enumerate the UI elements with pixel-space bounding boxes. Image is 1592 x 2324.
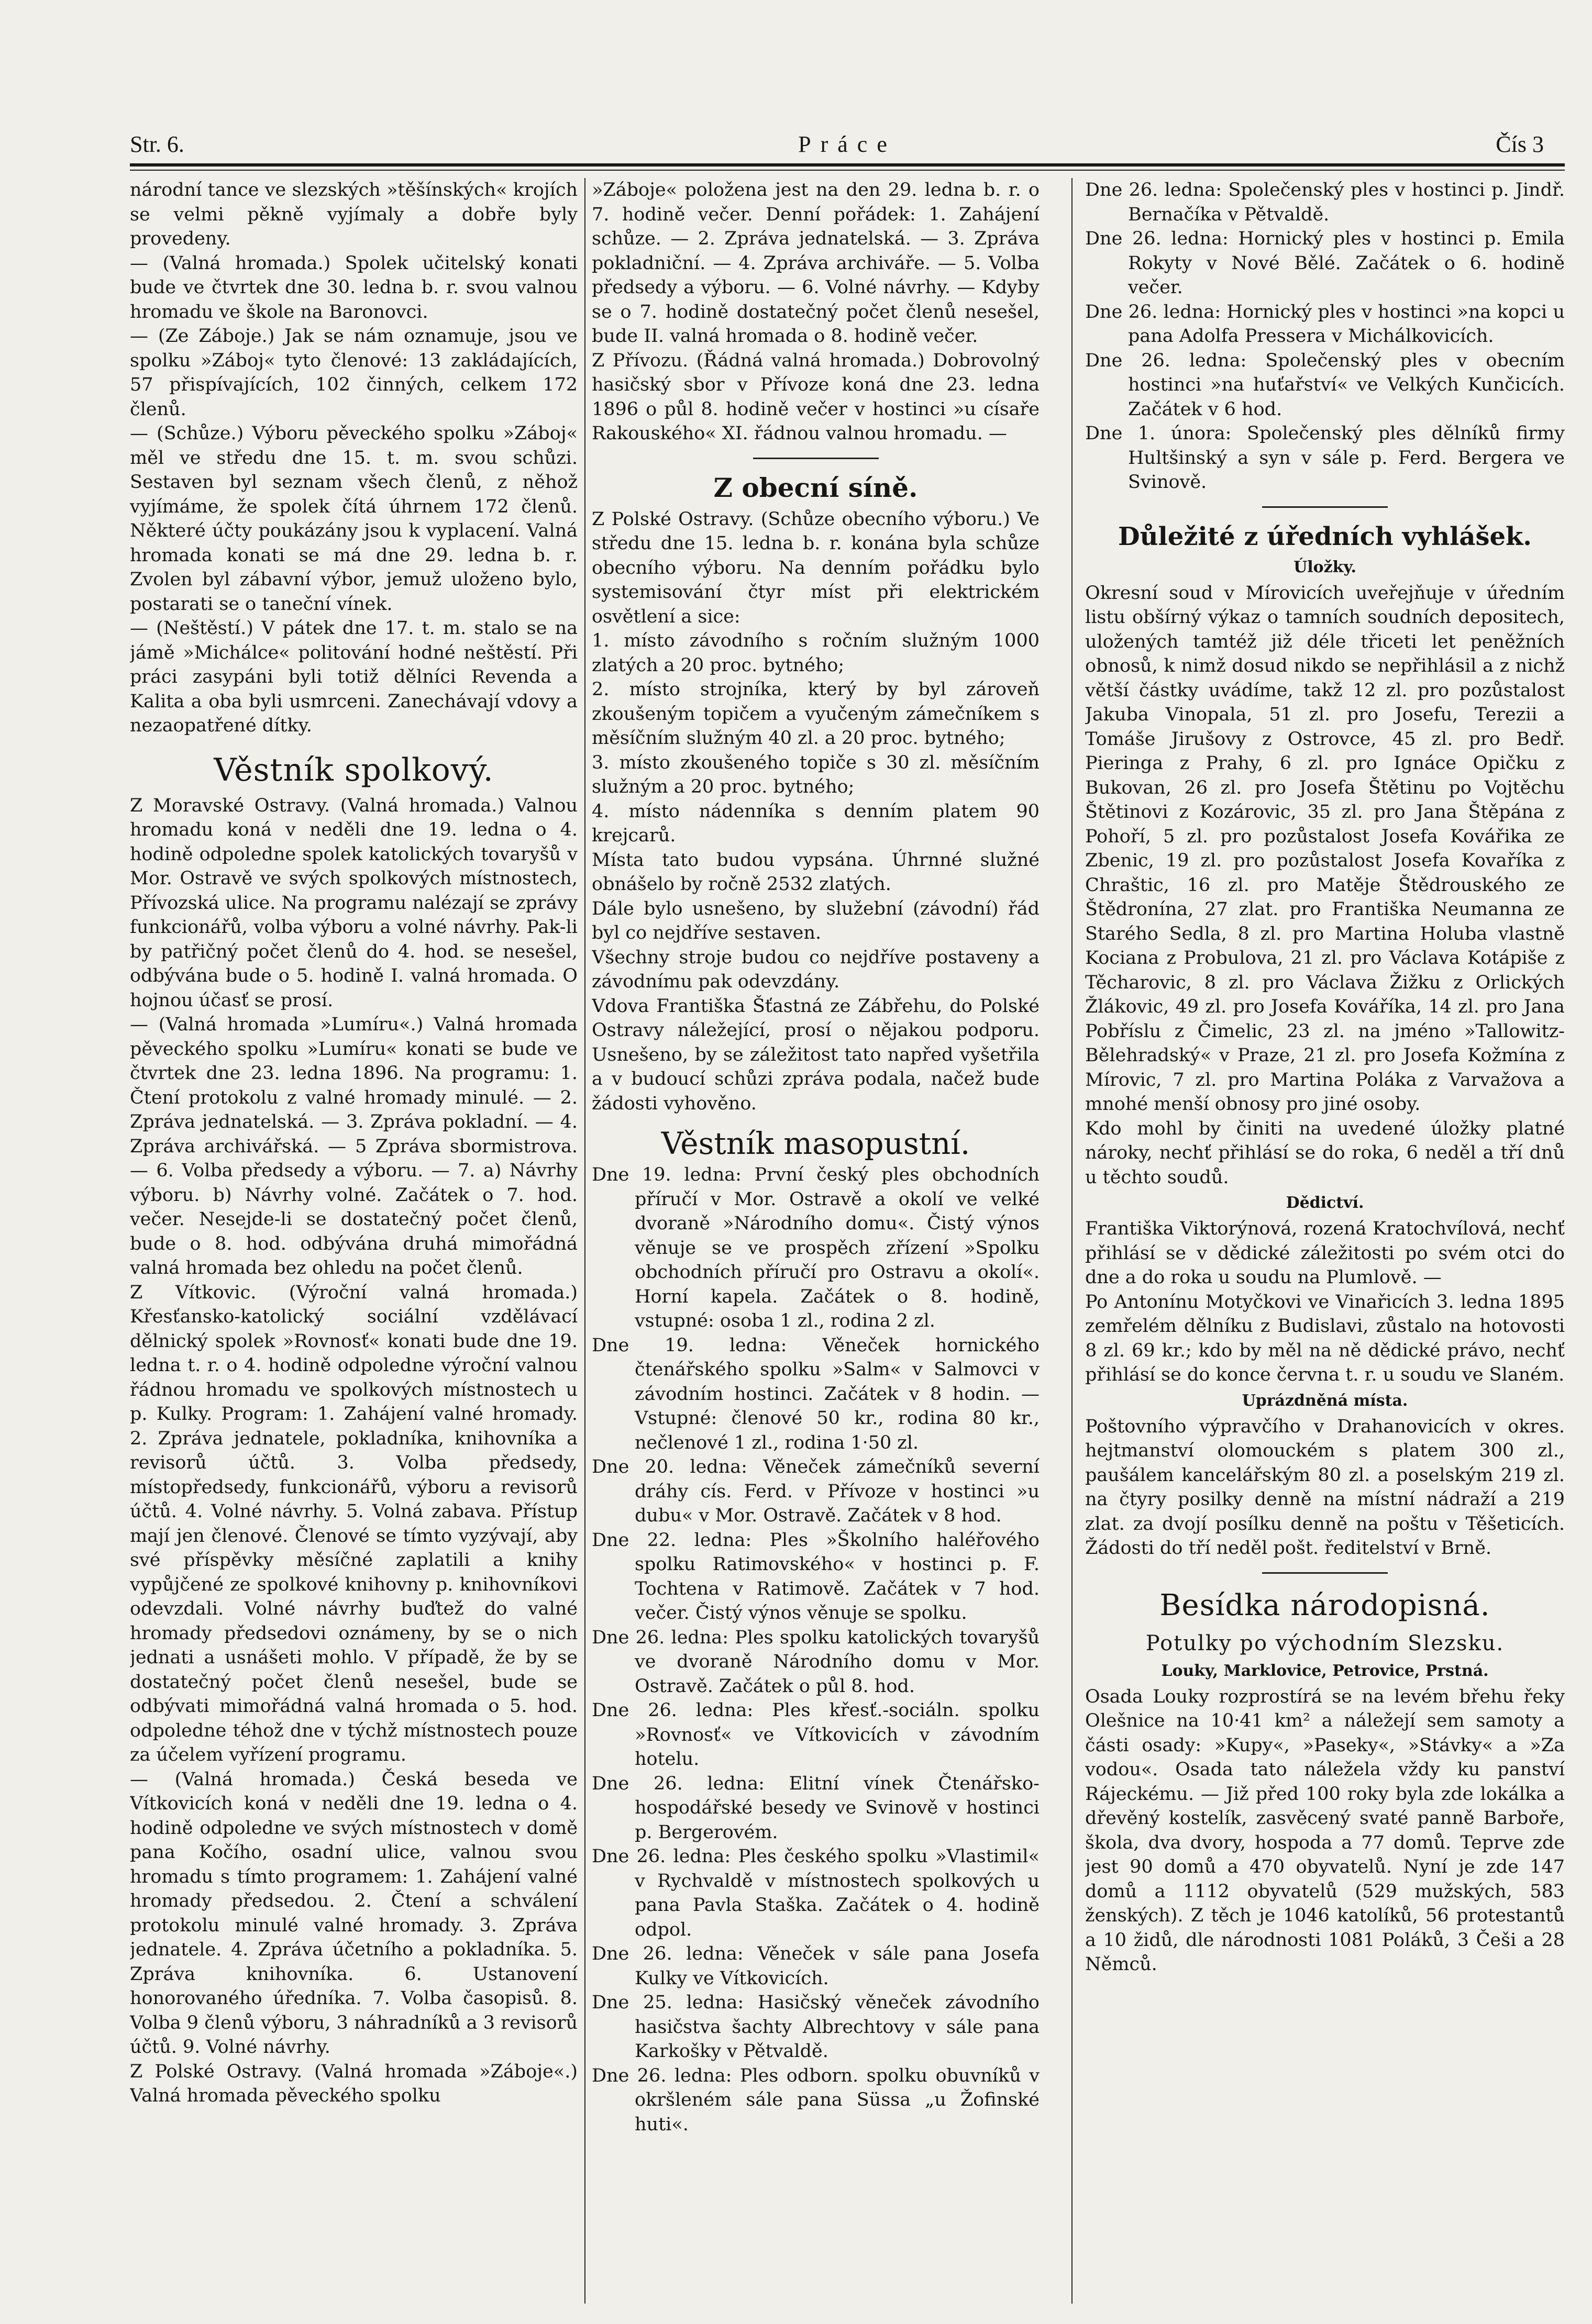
article-paragraph: — (Neštěstí.) V pátek dne 17. t. m. stalo se na jámě »Michálce« politování hodné neštěstí. Při práci zasypáni byli totiž dělníci Revenda a Kalita a oba byli usmrceni. Zanechávají vdovy a nezaopatřené dítky. bbox=[130, 618, 578, 736]
article-paragraph: »Záboje« položena jest na den 29. ledna b. r. o 7. hodině večer. Denní pořádek: 1. Zahájení schůze. — 2. Zpráva jednatelská. — 3. Zpráva pokladniční. — 4. Zpráva archiváře. — 5. Volba předsedy a výboru. — 6. Volné návrhy. — Kdyby se o 7. hodině dostatečný počet členů nesešel, bude II. valná hromada o 8. hodině večer. bbox=[592, 180, 1040, 347]
section-separator bbox=[753, 458, 879, 459]
article-paragraph: Z Vítkovic. (Výroční valná hromada.) Křesťansko-katolický sociální vzdělávací dělnický spolek »Rovnosť« konati bude dne 19. ledna t. r. o 4. hodině odpoledne výroční valnou řádnou hromadu ve spolkových místnostech u p. Kulky. Program: 1. Zahájení valné hromady. 2. Zpráva jednatele, pokladníka, knihovníka a revisorů účtů. 3. Volba předsedy, místopředsedy, funkcionářů, výboru a revisorů účtů. 4. Volné návrhy. 5. Volná zabava. Přístup mají jen členové. Členové se tímto vyzývají, aby své příspěvky měsíčné zaplatili a knihy vypůjčené ze spolkové knihovny p. knihovníkovi odevzdali. Volné návrhy buďtež do valné hromady předsedovi oznámeny, by se o nich jednati a usnášeti mohlo. V případě, že by se dostatečný počet členů nesešel, bude se odbývati mimořádná valná hromada o 5. hod. odpoledne téhož dne v týchž místnostech pouze za účelem vyřízení programu. bbox=[130, 1282, 578, 1765]
page-number: Str. 6. bbox=[130, 131, 184, 157]
article-paragraph: 3. místo zkoušeného topiče s 30 zl. měsíčním služným a 20 proc. bytného; bbox=[592, 752, 1040, 797]
column-3 bbox=[1085, 178, 1565, 2304]
section-title-dulezite: Důležité z úředních vyhlášek. bbox=[1118, 521, 1532, 551]
section-title-vestnik-masopustni: Věstník masopustní. bbox=[661, 1126, 970, 1161]
article-paragraph: — (Valná hromada.) Česká beseda ve Vítkovicích koná v neděli dne 19. ledna o 4. hodině odpoledne ve svých místnostech v domě pana Kočího, osadní ulice, valnou svou hromadu s tímto programem: 1. Zahájení valné hromady předsedou. 2. Čtení a schválení protokolu minulé valné hromady. 3. Zpráva jednatele. 4. Zpráva účetního a pokladníka. 5. Zpráva knihovníka. 6. Ustanovení honorovaného úředníka. 7. Volba časopisů. 8. Volba 9 členů výboru, 3 náhradníků a 3 revisorů účtů. 9. Volné návrhy. bbox=[130, 1769, 578, 2058]
column-divider-1 bbox=[584, 178, 585, 2304]
event-entry: Dne 26. ledna: Hornický ples v hostinci »na kopci u pana Adolfa Pressera v Michálkovicích. bbox=[1085, 301, 1565, 347]
event-entry: Dne 26. ledna: Ples křesť.-sociáln. spolku »Rovnosť« ve Vítkovicích v závodním hotelu. bbox=[592, 1700, 1040, 1770]
event-entry: Dne 26. ledna: Společenský ples v hostinci p. Jindř. Bernačíka v Pětvaldě. bbox=[1085, 180, 1565, 225]
article-paragraph: Z Polské Ostravy. (Valná hromada »Záboje«.) Valná hromada pěveckého spolku bbox=[130, 2061, 578, 2106]
header-rule-thin bbox=[130, 170, 1565, 171]
article-paragraph: Okresní soud v Mírovicích uveřejňuje v úředním listu obšírný výkaz o tamních soudních depositech, uložených tamtéž již déle třiceti let peněžních obnosů, k nimž dosud nikdo se nepřihlásil a z nichž větší částky uvádíme, takž 12 zl. pro pozůstalost Jakuba Vinopala, 51 zl. pro Josefu, Terezii a Tomáše Jirušovy z Ostrovce, 45 zl. pro Bedř. Pieringa z Prahy, 6 zl. pro Ignáce Opičku z Bukovan, 26 zl. pro Josefa Štětinu po Vojtěchu Štětinovi z Kozárovic, 35 zl. pro Jana Štěpána z Pohoří, 5 zl. pro pozůstalost Josefa Kovářika ze Zbenic, 19 zl. pro pozůstalost Josefa Kovaříka z Chraštic, 16 zl. pro Matěje Štědrouského ze Štědronína, 27 zlat. pro Františka Neumanna ze Starého Sedla, 8 zl. pro Martina Holuba vlastně Kociana z Probulova, 21 zl. pro Václava Kotápiše z Těcharovic, 8 zl. pro Václava Žižku z Orlických Žlákovic, 49 zl. pro Josefa Kováříka, 14 zl. pro Jana Pobříslu z Čimelic, 23 zl. na jméno »Tallowitz-Bělehradský« v Praze, 21 zl. pro Josefa Kožmína z Mírovic, 7 zl. pro Martina Poláka z Varvažova a mnohé menší obnosy pro jiné osoby. bbox=[1085, 582, 1565, 1115]
column-2 bbox=[592, 178, 1040, 2304]
article-paragraph: — (Valná hromada.) Spolek učitelský konati bude ve čtvrtek dne 30. ledna b. r. svou valnou hromadu ve škole na Baronovci. bbox=[130, 252, 578, 323]
article-paragraph: Po Antonínu Motyčkovi ve Vinařicích 3. ledna 1895 zemřelém dělníku z Budislavi, zůstalo na hotovosti 8 zl. 69 kr.; kdo by měl na ně dědické právo, nechť přihlásí se do konce června t. r. u soudu ve Slaném. bbox=[1085, 1291, 1565, 1385]
article-paragraph: Kdo mohl by činiti na uvedené úložky platné nároky, nechť přihlásí se do roka, 6 neděl a tří dnů u těchto soudů. bbox=[1085, 1118, 1565, 1188]
besidka-subtitle: Potulky po východním Slezsku. bbox=[1145, 1631, 1505, 1655]
page-header bbox=[130, 131, 1565, 162]
event-entry: Dne 26. ledna: Ples spolku katolických tovaryšů ve dvoraně Národního domu v Mor. Ostravě. Začátek o půl 8. hod. bbox=[592, 1627, 1040, 1697]
article-paragraph: národní tance ve slezských »těšínských« krojích se velmi pěkně vyjímaly a dobře byly provedeny. bbox=[130, 180, 578, 249]
event-entry: Dne 26. ledna: Elitní vínek Čtenářsko-hospodářské besedy ve Svinově v hostinci p. Bergerovém. bbox=[592, 1773, 1040, 1843]
article-paragraph: Všechny stroje budou co nejdříve postaveny a závodnímu pak odevzdány. bbox=[592, 947, 1040, 992]
event-entry: Dne 25. ledna: Hasičský věneček závodního hasičstva šachty Albrechtovy v sále pana Karkošky v Pětvaldě. bbox=[592, 1992, 1040, 2062]
section-title-z-obecni-sine: Z obecní síně. bbox=[713, 472, 918, 503]
event-entry: Dne 19. ledna: Věneček hornického čtenářského spolku »Salm« v Salmovci v závodním hostinci. Začátek v 8 hodin. — Vstupné: členové 50 kr., rodina 80 kr., nečlenové 1 zl., rodina 1·50 zl. bbox=[592, 1335, 1040, 1453]
article-paragraph: 2. místo strojníka, který by byl zároveň zkoušeným topičem a vyučeným zámečníkem s měsíčním služným 40 zl. a 20 proc. bytného; bbox=[592, 679, 1040, 749]
subsection-uprazdnena-mista: Uprázdněná místa. bbox=[1242, 1391, 1408, 1410]
article-paragraph: Františka Viktorýnová, rozená Kratochvílová, nechť přihlásí se v dědické záležitosti po svém otci do dne a do roka u soudu na Plumlově. — bbox=[1085, 1218, 1565, 1288]
section-title-vestnik-spolkovy: Věstník spolkový. bbox=[214, 751, 494, 788]
newspaper-title: Práce bbox=[798, 131, 897, 157]
article-paragraph: Z Polské Ostravy. (Schůze obecního výboru.) Ve středu dne 15. ledna b. r. konána byla schůze obecního výboru. Na denním pořádku bylo systemisování čtyr míst při elektrickém osvětlení a sice: bbox=[592, 508, 1040, 627]
event-entry: Dne 26. ledna: Společenský ples v obecním hostinci »na huťařství« ve Velkých Kunčicích. Začátek v 6 hod. bbox=[1085, 350, 1565, 420]
event-entry: Dne 26. ledna: Hornický ples v hostinci p. Emila Rokyty v Nové Bělé. Začátek o 6. hodině večer. bbox=[1085, 228, 1565, 298]
subsection-dedictvi: Dědictví. bbox=[1286, 1194, 1364, 1212]
article-paragraph: Osada Louky rozprostírá se na levém břehu řeky Olešnice na 10·41 km² a náležejí sem samoty a části osady: »Kupy«, »Paseky«, »Stávky« a »Za vodou«. Osada tato náležela vždy ku panství Rájeckému. — Již před 100 roky byla zde lokálka a dřevěný kostelík, zasvěcený svaté panně Barboře, škola, dva dvory, hospoda a 77 domů. Teprve zde jest 90 domů a 470 obyvatelů. Nyní je zde 147 domů a 1112 obyvatelů (529 mužských, 583 ženských). Z těch je 1046 katolíků, 56 protestantů a 10 židů, dle národnosti 1081 Poláků, 3 Češi a 28 Němců. bbox=[1085, 1686, 1565, 1975]
event-entry: Dne 20. ledna: Věneček zámečníků severní dráhy cís. Ferd. v Přívoze v hostinci »u dubu« v Mor. Ostravě. Začátek v 8 hod. bbox=[592, 1456, 1040, 1526]
event-entry: Dne 19. ledna: První český ples obchodních příručí v Mor. Ostravě a okolí ve velké dvoraně »Národního domu«. Čistý výnos věnuje se ve prospěch zřízení »Spolku obchodních příručí pro Ostravu a okolí«. Horní kapela. Začátek o 8. hodině, vstupné: osoba 1 zl., rodina 2 zl. bbox=[592, 1164, 1040, 1331]
subsection-ulozky: Úložky. bbox=[1294, 558, 1356, 576]
column-divider-2 bbox=[1071, 178, 1073, 2304]
article-paragraph: Vdova Františka Šťastná ze Zábřehu, do Polské Ostravy náležející, prosí o nějakou podporu. Usnešeno, by se záležitost tato napřed vyšetřila a v budoucí schůzi zpráva podala, načež bude žádosti vyhověno. bbox=[592, 995, 1040, 1114]
header-rule bbox=[130, 163, 1565, 166]
section-title-besidka: Besídka národopisná. bbox=[1159, 1588, 1490, 1622]
article-paragraph: — (Valná hromada »Lumíru«.) Valná hromada pěveckého spolku »Lumíru« konati se bude ve čtvrtek dne 23. ledna 1896. Na programu: 1. Čtení protokolu z valné hromady minulé. — 2. Zpráva jednatelská. — 3. Zpráva pokladní. — 4. Zpráva archivářská. — 5 Zpráva sbormistrova. — 6. Volba předsedy a výboru. — 7. a) Návrhy výboru. b) Návrhy volné. Začátek o 7. hod. večer. Nesejde-li se dostatečný počet členů, bude o 8. hod. odbývána druhá mimořádná valná hromada bez ohledu na počet členů. bbox=[130, 1014, 578, 1278]
issue-number: Čís 3 bbox=[1496, 131, 1544, 157]
column-1 bbox=[130, 178, 578, 2304]
article-paragraph: Z Přívozu. (Řádná valná hromada.) Dobrovolný hasičský sbor v Přívoze koná dne 23. ledna 1896 o půl 8. hodině večer v hostinci »u císaře Rakouského« XI. řádnou valnou hromadu. — bbox=[592, 350, 1040, 444]
event-entry: Dne 26. ledna: Ples českého spolku »Vlastimil« v Rychvaldě v místnostech spolkových u pana Pavla Staška. Začátek o 4. hodině odpol. bbox=[592, 1846, 1040, 1940]
section-separator bbox=[1262, 1572, 1388, 1574]
article-paragraph: Místa tato budou vypsána. Úhrnné služné obnášelo by ročně 2532 zlatých. bbox=[592, 849, 1040, 895]
article-paragraph: 1. místo závodního s ročním služným 1000 zlatých a 20 proc. bytného; bbox=[592, 630, 1040, 676]
besidka-places: Louky, Marklovice, Petrovice, Prstná. bbox=[1161, 1661, 1489, 1680]
article-paragraph: Z Moravské Ostravy. (Valná hromada.) Valnou hromadu koná v neděli dne 19. ledna o 4. hodině odpoledne spolek katolických tovaryšů v Mor. Ostravě ve svých spolkových místnostech, Přívozská ulice. Na programu nalézají se zprávy funkcionářů, volba výboru a volné návrhy. Pak-li by patřičný počet členů do 4. hod. se nesešel, odbývána bude o 5. hodině I. valná hromada. O hojnou účasť se prosí. bbox=[130, 795, 578, 1011]
event-entry: Dne 26. ledna: Ples odborn. spolku obuvníků v okršleném sále pana Süssa „u Žofinské huti«. bbox=[592, 2065, 1040, 2135]
section-separator bbox=[1262, 506, 1388, 508]
event-entry: Dne 1. února: Společenský ples dělníků firmy Hultšinský a syn v sále p. Ferd. Bergera ve Svinově. bbox=[1085, 423, 1565, 493]
article-paragraph: Dále bylo usnešeno, by služební (závodní) řád byl co nejdříve sestaven. bbox=[592, 898, 1040, 943]
article-paragraph: — (Schůze.) Výboru pěveckého spolku »Záboj« měl ve středu dne 15. t. m. svou schůzi. Sestaven byl seznam všech členů, z něhož vyjímáme, že spolek čítá úhrnem 172 členů. Některé účty poukázány jsou k vyplacení. Valná hromada konati se má dne 29. ledna b. r. Zvolen byl zábavní výbor, jemuž uloženo bylo, postarati se o taneční vínek. bbox=[130, 423, 578, 615]
event-entry: Dne 22. ledna: Ples »Školního haléřového spolku Ratimovského« v hostinci p. F. Tochtena v Ratimově. Začátek v 7 hod. večer. Čistý výnos věnuje se spolku. bbox=[592, 1529, 1040, 1624]
article-paragraph: Poštovního výpravčího v Drahanovicích v okres. hejtmanství olomouckém s platem 300 zl., paušálem kancelářským 80 zl. a poselským 219 zl. na čtyry posilky denně na místní nádraží a 219 zlat. za dvojí posílku denně na poštu v Těšeticích. Žádosti do tří neděl pošt. ředitelství v Brně. bbox=[1085, 1416, 1565, 1559]
event-entry: Dne 26. ledna: Věneček v sále pana Josefa Kulky ve Vítkovicích. bbox=[592, 1943, 1040, 1989]
article-paragraph: 4. místo nádenníka s denním platem 90 krejcarů. bbox=[592, 800, 1040, 846]
article-paragraph: — (Ze Záboje.) Jak se nám oznamuje, jsou ve spolku »Záboj« tyto členové: 13 zakládajících, 57 přispívajících, 102 činných, celkem 172 členů. bbox=[130, 326, 578, 420]
